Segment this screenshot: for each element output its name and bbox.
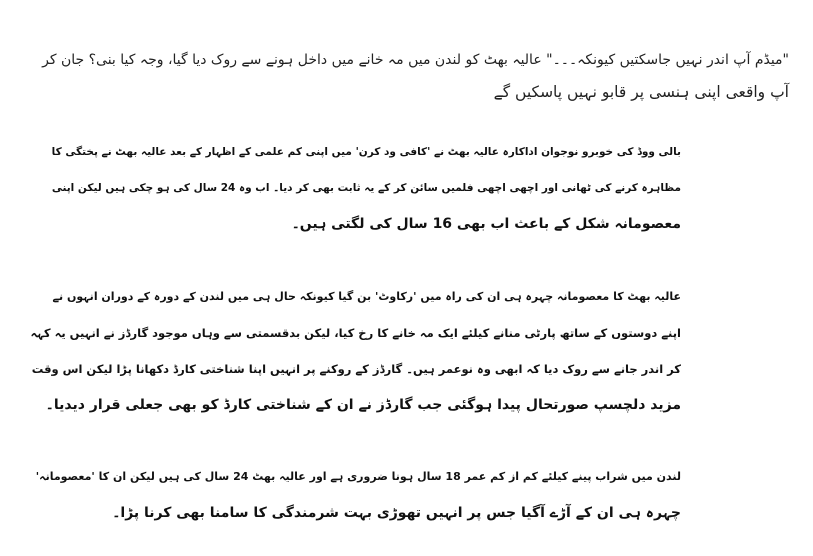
headline-line-1: "میڈم آپ اندر نہیں جاسکتیں کیونکہ۔۔۔" عالیہ بھٹ کو لندن میں مہ خانے میں داخل ہونے سے روک دیا گیا، وجہ کیا بنی؟ جان کر: [42, 52, 789, 68]
article-headline: [40, 44, 789, 108]
paragraph-1-line-1: بالی ووڈ کی خوبرو نوجوان اداکارہ عالیہ بھٹ نے 'کافی ود کرن' میں اپنی کم علمی کے اظہار کے بعد عالیہ بھٹ نے پختگی کا: [51, 146, 681, 158]
paragraph-2-line-3: کر اندر جانے سے روک دیا کہ ابھی وہ نوعمر ہیں۔ گارڈز کے روکنے پر انہیں اپنا شناختی کارڈ دکھانا پڑا لیکن اس وقت: [31, 362, 681, 376]
paragraph-1-line-2: مظاہرہ کرنے کی ٹھانی اور اچھی اچھی فلمیں سائن کر کے یہ ثابت بھی کر دیا۔ اب وہ 24 سال کی ہو چکی ہیں لیکن اپنی: [51, 182, 681, 194]
article-paragraph-3: [30, 459, 681, 531]
paragraph-3-line-2: چہرہ ہی ان کے آڑے آگیا جس پر انہیں تھوڑی بہت شرمندگی کا سامنا بھی کرنا پڑا۔: [112, 505, 681, 521]
paragraph-2-line-4: مزید دلچسپ صورتحال پیدا ہوگئی جب گارڈز نے ان کے شناختی کارڈ کو بھی جعلی قرار دیدیا۔: [45, 397, 681, 413]
paragraph-2-line-2: اپنے دوستوں کے ساتھ پارٹی منانے کیلئے ایک مہ خانے کا رخ کیا، لیکن بدقسمتی سے وہاں موجود گارڈز نے انہیں یہ کہہ: [30, 326, 681, 340]
headline-line-2: آپ واقعی اپنی ہنسی پر قابو نہیں پاسکیں گے: [493, 83, 789, 101]
paragraph-3-line-1: لندن میں شراب پینے کیلئے کم از کم عمر 18 سال ہونا ضروری ہے اور عالیہ بھٹ 24 سال کی ہیں لیکن ان کا 'معصومانہ': [35, 470, 681, 483]
paragraph-2-line-1: عالیہ بھٹ کا معصومانہ چہرہ ہی ان کی راہ میں 'رکاوٹ' بن گیا کیونکہ حال ہی میں لندن کے دورہ کے دوران انہوں نے: [52, 290, 681, 303]
article-paragraph-2: [30, 279, 681, 423]
paragraph-1-line-3: معصومانہ شکل کے باعث اب بھی 16 سال کی لگتی ہیں۔: [291, 216, 681, 232]
article-paragraph-1: [30, 134, 681, 242]
